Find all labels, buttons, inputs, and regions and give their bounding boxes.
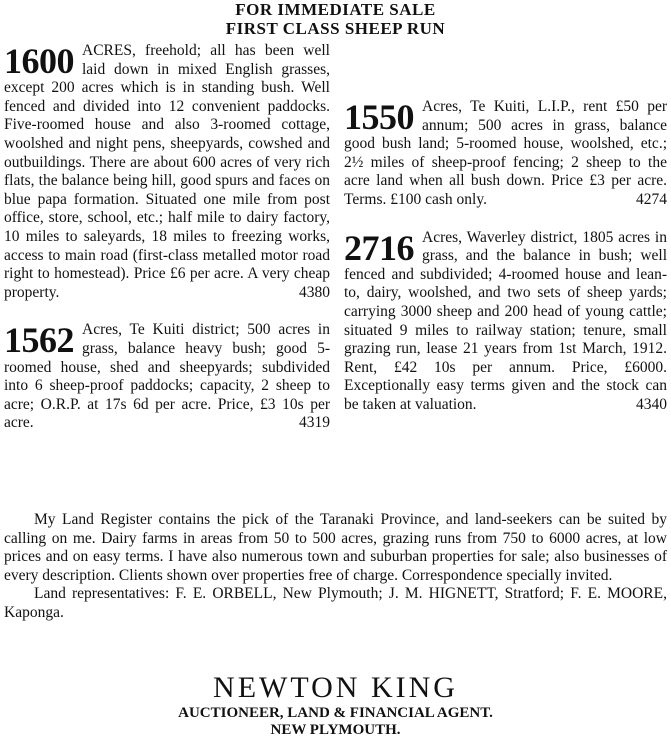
listing-text: ACRES, freehold; all has been well laid down in mixed English grasses, except 200 acres which is in standing bush. Well fenced and divided into 12 convenient paddocks. Five-roomed house and also 3-roomed cottage, woolshed and night pens, sheepyards, cowshed and outbuildings. There are about 600 acres of very rich flats, the balance being hill, good spurs and faces on blue papa formation. Situated one mile from post office, store, school, etc.; half mile to dairy factory, 10 miles to saleyards, 18 miles to freezing works, access to main road (first-class metalled motor road right to homestead). Price £6 per acre. A very cheap property.: [4, 42, 330, 301]
lot-size: 1600: [4, 41, 74, 81]
land-register-text: My Land Register contains the pick of the Taranaki Province, and land-seekers can be suited by calling on me. Dairy farms in areas from 50 to 500 acres, grazing runs from 750 to 6000 acres, at low prices and on easy terms. I have also numerous town and suburban properties for sale; also businesses of every description. Clients shown over properties free of charge. Correspondence specially invited.: [4, 511, 667, 584]
headline-for-immediate-sale: FOR IMMEDIATE SALE: [235, 0, 436, 19]
firm-title: AUCTIONEER, LAND & FINANCIAL AGENT.: [178, 705, 493, 721]
headline-sheep-run: FIRST CLASS SHEEP RUN: [225, 19, 446, 38]
listing-text: Acres, Te Kuiti, L.I.P., rent £50 per annum; 500 acres in grass, balance good bush land; 5-roomed house, woolshed, etc.; 2½ miles of sheep-proof fencing; 2 sheep to the acre land when all bush down. Price £3 per acre. Terms. £100 cash only.: [344, 98, 667, 208]
reference-number: 4380: [299, 283, 330, 301]
listing-text: Acres, Te Kuiti district; 500 acres in grass, balance heavy bush; good 5-roomed house, shed and sheepyards; subdivided into 6 sheep-proof paddocks; capacity, 2 sheep to acre; O.R.P. at 17s 6d per acre. Price, £3 10s per acre.: [4, 321, 330, 432]
land-representatives: Land representatives: F. E. ORBELL, New Plymouth; J. M. HIGNETT, Stratford; F. E. MOORE, Kaponga.: [4, 585, 667, 621]
lot-size: 2716: [344, 227, 414, 268]
firm-town: NEW PLYMOUTH.: [270, 722, 401, 738]
listing-2716-acres: [344, 229, 667, 415]
lot-size: 1562: [4, 320, 74, 361]
register-notice: [4, 511, 667, 623]
listing-1550-acres: [344, 98, 667, 210]
listing-1562-acres: [4, 321, 330, 433]
listing-1600-acres: [4, 42, 330, 302]
right-column: [344, 42, 667, 434]
listing-text: Acres, Waverley district, 1805 acres in grass, and the balance in bush; well fenced and subdivided; 4-roomed house and lean-to, dairy, woolshed, and two sets of sheep yards; carrying 3000 sheep and 200 head of young cattle; situated 9 miles to railway station; tenure, small grazing run, lease 21 years from 1st March, 1912. Rent, £42 10s per annum. Price, £6000. Exceptionally easy terms given and the stock can be taken at valuation.: [344, 228, 667, 413]
left-column: [4, 42, 330, 452]
firm-name: NEWTON KING: [213, 671, 458, 704]
lot-size: 1550: [344, 97, 414, 137]
reference-number: 4274: [636, 190, 667, 208]
reference-number: 4319: [299, 414, 330, 432]
reference-number: 4340: [636, 395, 667, 413]
